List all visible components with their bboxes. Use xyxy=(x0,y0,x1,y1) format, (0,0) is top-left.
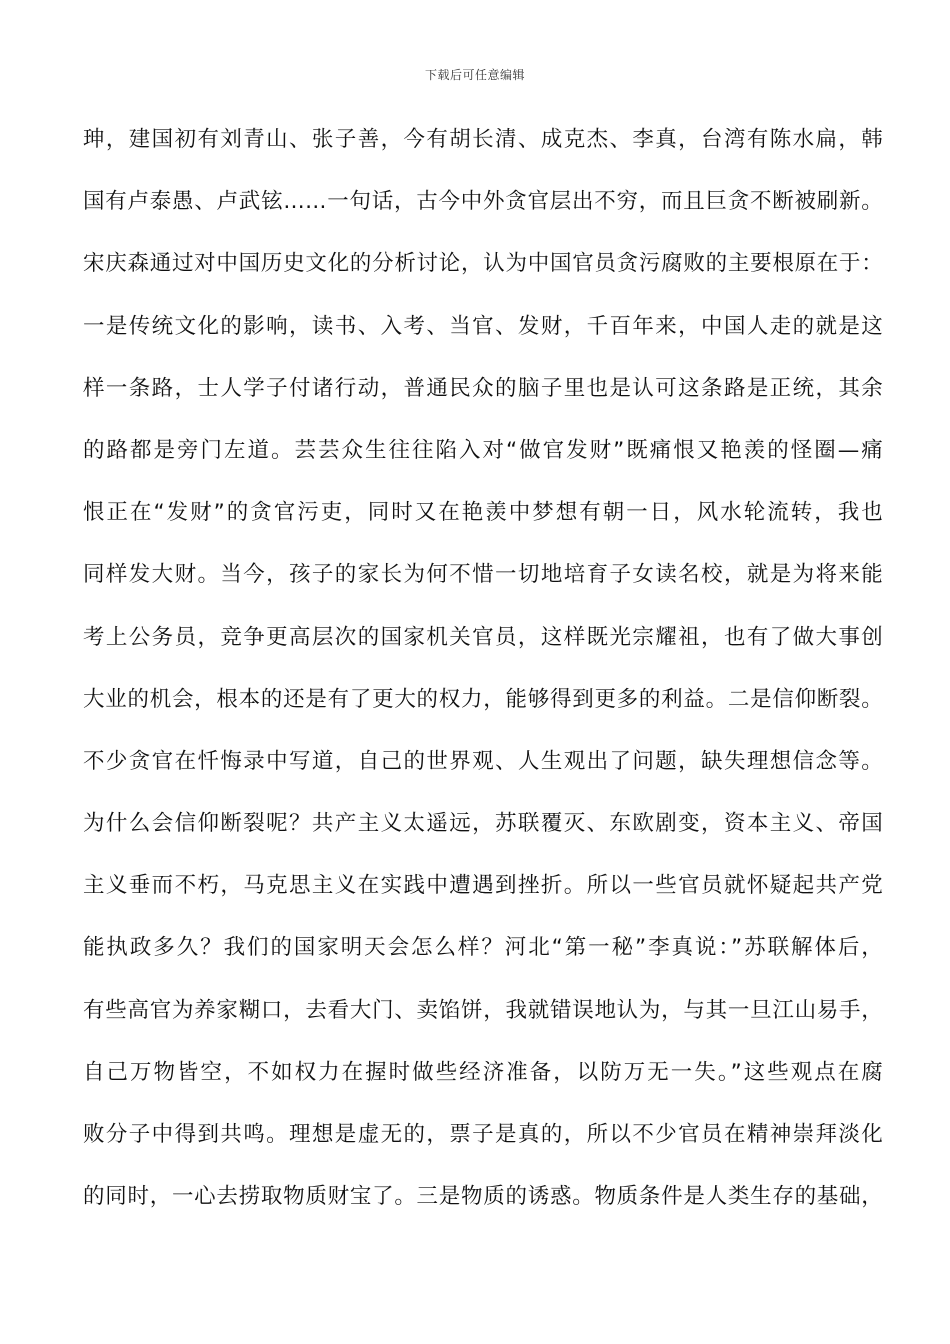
text-line: 珅，建国初有刘青山、张子善，今有胡长清、成克杰、李真，台湾有陈水扁，韩 xyxy=(83,127,883,152)
text-line: 宋庆森通过对中国历史文化的分析讨论，认为中国官员贪污腐败的主要根原在于： xyxy=(83,251,883,277)
text-line: 恨正在“发财”的贪官污吏，同时又在艳羡中梦想有朝一日，风水轮流转，我也 xyxy=(83,500,883,526)
text-line: 的同时，一心去捞取物质财宝了。三是物质的诱惑。物质条件是人类生存的基础， xyxy=(83,1184,883,1210)
text-line: 大业的机会，根本的还是有了更大的权力，能够得到更多的利益。二是信仰断裂。 xyxy=(83,686,883,712)
text-line: 一是传统文化的影响，读书、入考、当官、发财，千百年来，中国人走的就是这 xyxy=(83,313,883,339)
text-line: 主义垂而不朽，马克思主义在实践中遭遇到挫折。所以一些官员就怀疑起共产党 xyxy=(83,873,883,899)
text-line: 不少贪官在忏悔录中写道，自己的世界观、人生观出了问题，缺失理想信念等。 xyxy=(83,748,883,774)
text-line: 败分子中得到共鸣。理想是虚无的，票子是真的，所以不少官员在精神崇拜淡化 xyxy=(83,1122,883,1147)
text-line: 能执政多久？我们的国家明天会怎么样？河北“第一秘”李真说：”苏联解体后， xyxy=(83,935,883,961)
text-line: 为什么会信仰断裂呢？共产主义太遥远，苏联覆灭、东欧剧变，资本主义、帝国 xyxy=(83,811,883,837)
text-line: 的路都是旁门左道。芸芸众生往往陷入对“做官发财”既痛恨又艳羡的怪圈—痛 xyxy=(83,437,883,463)
text-line: 自己万物皆空，不如权力在握时做些经济准备，以防万无一失。”这些观点在腐 xyxy=(83,1059,883,1085)
text-line: 国有卢泰愚、卢武铉……一句话，古今中外贪官层出不穷，而且巨贪不断被刷新。 xyxy=(83,189,883,215)
text-line: 有些高官为养家糊口，去看大门、卖馅饼，我就错误地认为，与其一旦江山易手， xyxy=(83,997,883,1023)
page-header: 下载后可任意编辑 xyxy=(424,68,525,82)
text-line: 样一条路，士人学子付诸行动，普通民众的脑子里也是认可这条路是正统，其余 xyxy=(83,375,883,401)
body-text xyxy=(83,116,883,1235)
text-line: 同样发大财。当今，孩子的家长为何不惜一切地培育子女读名校，就是为将来能 xyxy=(83,562,883,588)
text-line: 考上公务员，竞争更高层次的国家机关官员，这样既光宗耀祖，也有了做大事创 xyxy=(83,624,883,650)
